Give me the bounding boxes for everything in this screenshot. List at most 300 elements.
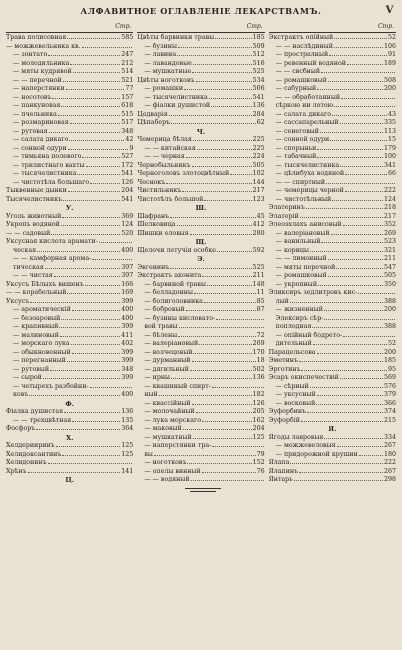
index-entry (269, 60, 396, 69)
entry-term: — чистотѣльный (275, 195, 332, 203)
entry-term: — — чистая (13, 272, 53, 279)
entry-page-number: 125 (121, 442, 134, 449)
leader-dots (60, 336, 120, 337)
entry-page-number: 509 (252, 42, 265, 50)
index-entry (6, 442, 133, 451)
entry-page-number: 200 (383, 85, 396, 92)
leader-dots (317, 395, 383, 396)
entry-term: — белладонны (144, 289, 193, 296)
leader-dots (359, 455, 383, 456)
entry-page-number: 505 (252, 161, 265, 169)
entry-term: Уксусъ Бѣлыхъ вишенъ (6, 280, 84, 288)
entry-page-number: 211 (252, 272, 265, 279)
entry-term: Щ. (195, 238, 207, 246)
entry-page-number: 124 (383, 195, 396, 203)
index-entry (6, 298, 133, 307)
leader-dots (190, 234, 252, 235)
leader-dots (215, 38, 251, 39)
index-entry (269, 119, 396, 128)
entry-page-number: 348 (121, 127, 134, 135)
leader-dots (63, 200, 120, 201)
leader-dots (190, 370, 252, 371)
index-entry (137, 434, 264, 443)
index-entry (6, 145, 133, 154)
entry-term: Ф. (65, 399, 74, 408)
leader-dots (45, 268, 121, 269)
leader-dots (59, 327, 120, 328)
entry-page-number: 506 (252, 85, 265, 92)
index-entry (137, 119, 264, 128)
entry-page-number: 9 (129, 144, 134, 152)
leader-dots (294, 480, 383, 481)
entry-term: — опійный бодрето- (275, 331, 343, 339)
leader-dots (337, 446, 383, 447)
index-entry (6, 264, 133, 273)
leader-dots (197, 149, 252, 150)
index-entry (6, 459, 133, 468)
leader-dots (70, 123, 121, 124)
entry-list (6, 34, 133, 485)
entry-page-number: 185 (252, 34, 265, 41)
entry-page-number: 269 (383, 229, 396, 237)
leader-dots (347, 64, 383, 65)
entry-term: — ванильный (275, 238, 321, 245)
entry-term: — дурманный (144, 357, 191, 364)
entry-term: — маковый (144, 425, 182, 432)
index-entry (6, 425, 133, 434)
entry-page-number: 76 (256, 467, 265, 475)
entry-term: Уксусная кислота арамати- (6, 238, 98, 245)
entry-term: — — перечной (13, 76, 62, 84)
entry-page-number: 172 (121, 161, 134, 169)
entry-term: — сабурный (275, 85, 317, 92)
leader-dots (192, 361, 256, 362)
entry-term: ный (144, 391, 158, 398)
leader-dots (63, 81, 121, 82)
leader-dots (343, 225, 383, 226)
entry-term: — можжевельника кв. (6, 42, 81, 50)
index-entry (6, 170, 133, 179)
leader-dots (61, 106, 120, 107)
leader-dots (178, 47, 252, 48)
leader-dots (212, 446, 263, 447)
entry-page-number: 215 (383, 416, 396, 424)
entry-page-number: 126 (121, 178, 134, 186)
entry-page-number: 269 (252, 340, 265, 347)
index-entry (269, 85, 396, 94)
entry-list (137, 34, 264, 485)
leader-dots (177, 225, 252, 226)
index-entry (6, 111, 133, 120)
entry-page-number: 400 (121, 391, 134, 398)
leader-dots (358, 293, 395, 294)
section-letter (269, 425, 396, 434)
entry-term: Цѣпаберъ (137, 119, 171, 126)
entry-page-number: 247 (121, 51, 134, 58)
entry-page-number: 222 (383, 459, 396, 466)
leader-dots (67, 38, 120, 39)
leader-dots (196, 81, 252, 82)
entry-page-number: 520 (121, 229, 134, 237)
leader-dots (37, 251, 120, 252)
section-letter (6, 400, 133, 409)
index-entry (137, 264, 264, 273)
index-entry (6, 213, 133, 222)
entry-term: — молодильника (13, 59, 70, 67)
entry-page-number: 135 (121, 416, 134, 424)
index-entry (269, 306, 396, 315)
index-entry (137, 298, 264, 307)
entry-term: Шелковица (137, 221, 176, 228)
entry-term: — — свсбный (275, 68, 321, 75)
section-letter (137, 128, 264, 137)
entry-term: — чистотѣла большаго (13, 178, 90, 186)
index-entry (6, 255, 133, 264)
entry-page-number: 321 (383, 246, 396, 254)
entry-term: — квашиный спирт- (144, 382, 211, 390)
leader-dots (340, 378, 383, 379)
index-entry (269, 400, 396, 409)
entry-term: — ромашки (144, 85, 184, 92)
entry-page-number: 43 (387, 110, 396, 118)
entry-term: — табачный (275, 153, 317, 160)
index-entry (6, 187, 133, 196)
entry-term: — лавандовые (144, 59, 192, 67)
index-entry (269, 349, 396, 358)
leader-dots (58, 115, 120, 116)
entry-page-number: 170 (252, 348, 265, 356)
entry-term: — панкуновая (13, 102, 61, 109)
entry-page-number: 411 (121, 331, 134, 339)
leader-dots (332, 115, 387, 116)
index-entry (137, 383, 264, 392)
index-entry (269, 51, 396, 60)
entry-page-number: 185 (383, 357, 396, 364)
index-entry (6, 451, 133, 460)
leader-dots (30, 302, 120, 303)
entry-page-number: 502 (252, 365, 265, 373)
leader-dots (71, 344, 121, 345)
entry-term: — зонтато (13, 51, 48, 58)
entry-term: — сонной одури (13, 144, 67, 152)
entry-term: — сенеговый (275, 127, 319, 135)
leader-dots (56, 446, 121, 447)
leader-dots (92, 259, 132, 260)
leader-dots (184, 89, 252, 90)
leader-dots (69, 140, 124, 141)
entry-page-number: 91 (387, 51, 396, 58)
leader-dots (54, 276, 121, 277)
leader-dots (72, 421, 120, 422)
entry-page-number: 113 (383, 127, 396, 135)
leader-dots (154, 455, 256, 456)
index-entry (6, 289, 133, 298)
index-entry (269, 196, 396, 205)
entry-term: — — наслѣдиный (275, 42, 334, 50)
leader-dots (29, 395, 120, 396)
index-entry (269, 289, 396, 298)
entry-term: Парацельсова (268, 348, 316, 356)
index-entry (269, 34, 396, 43)
entry-page-number: 517 (121, 119, 134, 126)
entry-page-number: 136 (252, 102, 265, 109)
index-entry (137, 451, 264, 460)
section-letter (6, 434, 133, 443)
leader-dots (204, 302, 256, 303)
index-entry (6, 68, 133, 77)
entry-page-number: 179 (383, 144, 396, 152)
leader-dots (82, 157, 120, 158)
leader-dots (67, 293, 120, 294)
leader-dots (166, 183, 251, 184)
entry-term: Эликсиръ зедлитровъ кис- (268, 289, 358, 296)
entry-page-number: 125 (121, 450, 134, 458)
index-column-2 (137, 23, 264, 485)
entry-page-number: 527 (121, 153, 134, 160)
entry-page-number: 162 (252, 416, 265, 424)
index-entry (269, 408, 396, 417)
entry-page-number: 77 (125, 85, 134, 92)
entry-page-number: 106 (383, 42, 396, 50)
leader-dots (82, 47, 133, 48)
leader-dots (290, 302, 383, 303)
index-entry (269, 298, 396, 307)
entry-term: Ялапинъ (268, 467, 299, 475)
section-letter (137, 238, 264, 247)
leader-dots (66, 89, 125, 90)
index-entry (269, 255, 396, 264)
leader-dots (51, 234, 120, 235)
index-columns (6, 23, 396, 485)
entry-term: — можжевеловыя (275, 442, 336, 449)
leader-dots (207, 285, 252, 286)
entry-page-number: 379 (383, 391, 396, 398)
section-letter (137, 204, 264, 213)
index-entry (137, 374, 264, 383)
entry-term: Цвѣты ноготковъ (137, 76, 195, 84)
leader-dots (330, 140, 387, 141)
entry-term: — ромашковый (275, 76, 327, 84)
entry-page-number: 157 (121, 93, 134, 101)
leader-dots (159, 395, 252, 396)
leader-dots (306, 208, 383, 209)
entry-page-number: 18 (256, 357, 265, 364)
entry-term: — волчецовый (144, 348, 193, 356)
index-entry (137, 187, 264, 196)
entry-page-number: 218 (383, 204, 396, 211)
index-entry (137, 442, 264, 451)
entry-page-number: 399 (121, 323, 134, 330)
index-entry (137, 102, 264, 111)
index-entry (137, 349, 264, 358)
index-entry (269, 459, 396, 468)
entry-page-number: 508 (383, 76, 396, 84)
entry-term: — придорожной крушин (275, 450, 358, 458)
entry-term: Ц. (65, 476, 74, 484)
entry-term: — лука морскаго (144, 416, 202, 424)
index-entry (269, 366, 396, 375)
leader-dots (192, 166, 252, 167)
index-entry (269, 221, 396, 230)
index-entry (269, 315, 396, 324)
leader-dots (177, 55, 252, 56)
leader-dots (183, 429, 252, 430)
index-entry (269, 43, 396, 52)
page-header (6, 6, 396, 22)
index-entry (137, 60, 264, 69)
index-entry (137, 196, 264, 205)
leader-dots (192, 72, 251, 73)
index-entry (137, 272, 264, 281)
leader-dots (68, 149, 129, 150)
leader-dots (317, 89, 383, 90)
index-entry (6, 374, 133, 383)
column-rule (137, 32, 264, 33)
index-entry (137, 162, 264, 171)
index-entry (269, 374, 396, 383)
entry-term: — дягильный (144, 365, 189, 373)
leader-dots (317, 149, 383, 150)
index-entry (269, 162, 396, 171)
leader-dots (340, 123, 383, 124)
entry-page-number: 514 (121, 68, 134, 75)
entry-term: — сѣрный (275, 382, 309, 390)
entry-page-number: 515 (121, 110, 134, 118)
leader-dots (77, 174, 120, 175)
entry-term: — фіалки душистой (144, 102, 211, 109)
entry-term: Черноголовъ злотоцвѣтный (137, 170, 230, 177)
entry-term: — — обработанный (275, 93, 341, 101)
index-entry (269, 272, 396, 281)
leader-dots (318, 285, 383, 286)
leader-dots (345, 174, 387, 175)
entry-page-number: 400 (121, 314, 134, 322)
leader-dots (316, 404, 383, 405)
index-entry (269, 323, 396, 332)
entry-term: — ноготковъ (144, 459, 187, 466)
index-entry (269, 230, 396, 239)
entry-page-number: 350 (383, 280, 396, 288)
index-entry (6, 162, 133, 171)
leader-dots (36, 429, 120, 430)
entry-page-number: 284 (252, 110, 265, 118)
entry-term: Экстрактъ аконита (137, 272, 202, 279)
entry-term: — сассапарельный (275, 119, 339, 126)
entry-page-number: 523 (383, 238, 396, 245)
entry-page-number: 400 (121, 246, 134, 254)
index-entry (6, 306, 133, 315)
entry-term: — укропный (275, 280, 318, 288)
entry-page-number: 399 (121, 374, 134, 381)
index-entry (6, 34, 133, 43)
index-entry (137, 391, 264, 400)
leader-dots (72, 310, 121, 311)
entry-term: сѣркою ии лотою (275, 102, 334, 109)
entry-page-number: 126 (252, 399, 265, 407)
entry-page-number: 374 (383, 408, 396, 415)
entry-term: Чемерица бѣлая (137, 136, 192, 143)
entry-page-number: 585 (121, 34, 134, 41)
entry-term: тическая (13, 263, 44, 271)
entry-term: — бобровый (144, 306, 185, 313)
entry-page-number: 62 (256, 119, 265, 126)
leader-dots (85, 285, 121, 286)
entry-term: Я. (328, 425, 337, 433)
entry-page-number: 95 (387, 365, 396, 373)
entry-term: — безоаровый (13, 314, 61, 322)
index-entry (137, 213, 264, 222)
leader-dots (320, 132, 383, 133)
index-entry (137, 43, 264, 52)
index-entry (6, 179, 133, 188)
index-column-1 (6, 23, 133, 485)
entry-page-number: 222 (383, 187, 396, 194)
entry-page-number: 136 (121, 408, 134, 415)
entry-term: — носотовъ (13, 93, 52, 101)
entry-term: Хелдерииринъ (6, 442, 55, 449)
entry-page-number: 182 (252, 391, 265, 398)
leader-dots (67, 361, 120, 362)
index-entry (6, 77, 133, 86)
index-entry (137, 281, 264, 290)
leader-dots (324, 319, 395, 320)
entry-page-number: 87 (256, 306, 265, 313)
leader-dots (86, 166, 121, 167)
entry-term: Фіалка душистая (6, 408, 64, 415)
entry-term: — тысячелистника (144, 93, 208, 101)
entry-page-number: 136 (252, 374, 265, 381)
entry-term: — цѣлибуха водяной (275, 170, 345, 177)
leader-dots (336, 268, 383, 269)
leader-dots (193, 64, 252, 65)
column-rule (6, 32, 133, 33)
leader-dots (211, 106, 252, 107)
column-rule (269, 32, 396, 33)
index-entry (6, 281, 133, 290)
leader-dots (317, 353, 383, 354)
entry-term: — болиголовника (144, 297, 203, 305)
entry-term: — сонной одури (275, 136, 330, 143)
entry-term: — мяты кудрявой (13, 68, 72, 75)
index-entry (137, 170, 264, 179)
entry-term: Элатерій (268, 212, 299, 220)
entry-term: — тысячелистника (13, 170, 77, 177)
leader-dots (199, 344, 251, 345)
entry-term: дительный (275, 340, 312, 347)
entry-term: — трилистнаго вахты (13, 161, 85, 169)
leader-dots (217, 251, 252, 252)
index-entry (137, 136, 264, 145)
section-letter (6, 476, 133, 485)
entry-page-number: 412 (252, 221, 265, 228)
index-entry (6, 408, 133, 417)
index-entry (6, 349, 133, 358)
entry-page-number: 547 (383, 263, 396, 271)
entry-term: — — камфорная арома- (13, 255, 92, 262)
index-entry (269, 417, 396, 426)
index-entry (6, 51, 133, 60)
leader-dots (48, 463, 133, 464)
end-rule-short (190, 491, 216, 492)
index-entry (137, 94, 264, 103)
index-entry (269, 451, 396, 460)
leader-dots (216, 319, 264, 320)
index-entry (137, 366, 264, 375)
entry-term: — тимьяна полевого (13, 153, 82, 160)
entry-page-number: 267 (383, 442, 396, 449)
entry-term: Ш. (195, 204, 207, 212)
index-entry (6, 128, 133, 137)
